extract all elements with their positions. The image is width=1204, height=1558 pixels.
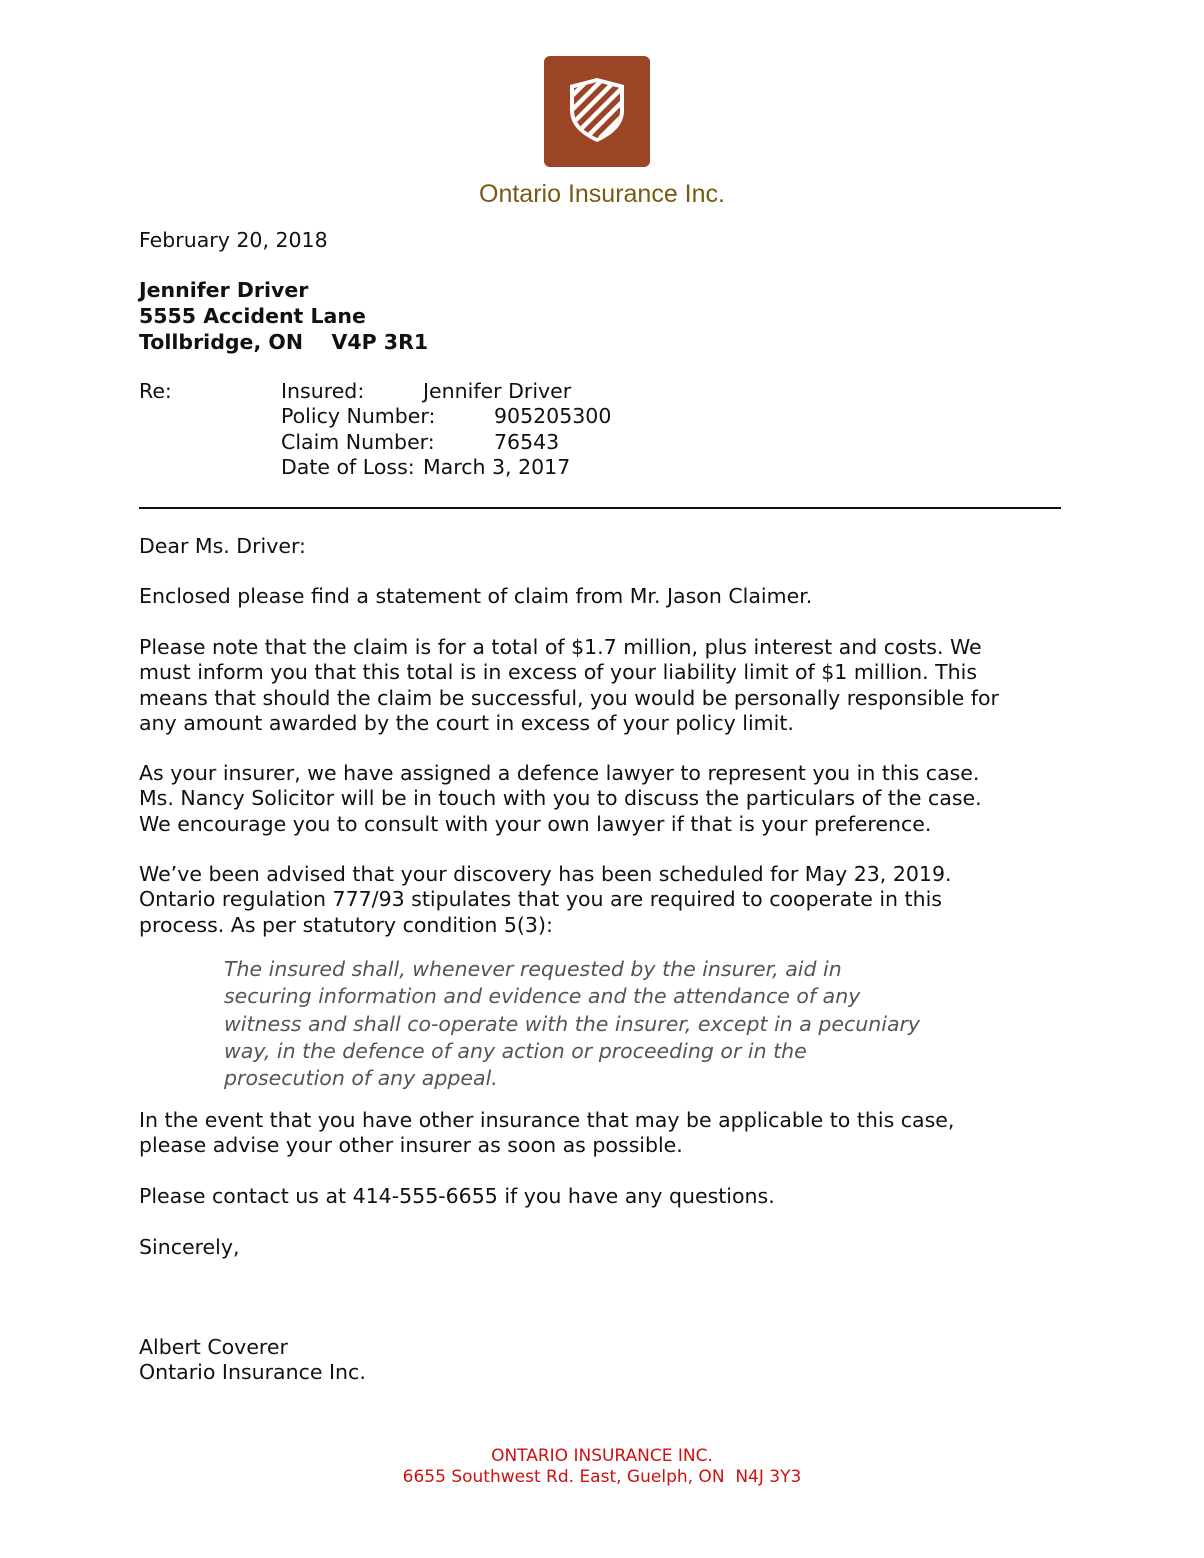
re-insured-value: Jennifer Driver bbox=[423, 379, 572, 403]
quote-line: The insured shall, whenever requested by the insurer, aid in bbox=[224, 957, 842, 981]
salutation: Dear Ms. Driver: bbox=[139, 534, 306, 558]
text-line: In the event that you have other insurance that may be applicable to this case, bbox=[139, 1108, 955, 1132]
paragraph-claim-total bbox=[139, 635, 1069, 736]
paragraph-discovery bbox=[139, 862, 1069, 938]
text-line: Ontario regulation 777/93 stipulates that you are required to cooperate in this bbox=[139, 887, 942, 912]
recipient-name: Jennifer Driver bbox=[139, 278, 309, 302]
quote-line: prosecution of any appeal. bbox=[224, 1066, 498, 1091]
footer-address bbox=[0, 1446, 1204, 1488]
company-logo bbox=[544, 56, 650, 167]
signature-block bbox=[139, 1335, 1069, 1386]
recipient-city: Tollbridge, ON V4P 3R1 bbox=[139, 330, 429, 354]
text-line: process. As per statutory condition 5(3): bbox=[139, 912, 553, 937]
footer-company: ONTARIO INSURANCE INC. bbox=[491, 1446, 713, 1466]
text-line: We encourage you to consult with your own lawyer if that is your preference. bbox=[139, 811, 932, 836]
re-policy-label: Policy Number: bbox=[281, 404, 436, 429]
recipient-address bbox=[139, 278, 428, 356]
text-line: please advise your other insurer as soon as possible. bbox=[139, 1133, 683, 1158]
text-line: As your insurer, we have assigned a defence lawyer to represent you in this case. bbox=[139, 761, 980, 785]
re-policy-value: 905205300 bbox=[494, 404, 612, 429]
quote-line: securing information and evidence and the attendance of any bbox=[224, 984, 861, 1009]
footer-street: 6655 Southwest Rd. East, Guelph, ON N4J 3Y3 bbox=[402, 1467, 802, 1487]
letterhead-company-name: Ontario Insurance Inc. bbox=[479, 180, 725, 208]
quote-line: way, in the defence of any action or proceeding or in the bbox=[224, 1038, 807, 1063]
re-insured-label: Insured: bbox=[281, 379, 365, 403]
paragraph-enclosed: Enclosed please find a statement of claim from Mr. Jason Claimer. bbox=[139, 584, 813, 608]
statutory-condition-quote bbox=[224, 956, 984, 1092]
paragraph-other-insurance bbox=[139, 1108, 1069, 1159]
re-loss-label: Date of Loss: bbox=[281, 454, 415, 479]
re-loss-value: March 3, 2017 bbox=[423, 454, 571, 479]
paragraph-contact: Please contact us at 414-555-6655 if you have any questions. bbox=[139, 1184, 775, 1208]
signature-company: Ontario Insurance Inc. bbox=[139, 1360, 366, 1385]
letter-date: February 20, 2018 bbox=[139, 228, 328, 252]
text-line: Please note that the claim is for a total of $1.7 million, plus interest and costs. We bbox=[139, 635, 982, 659]
shield-icon bbox=[566, 78, 628, 142]
text-line: We’ve been advised that your discovery has been scheduled for May 23, 2019. bbox=[139, 862, 952, 886]
closing: Sincerely, bbox=[139, 1235, 240, 1259]
text-line: must inform you that this total is in excess of your liability limit of $1 million. This bbox=[139, 660, 978, 685]
paragraph-defence-lawyer bbox=[139, 761, 1069, 837]
quote-line: witness and shall co-operate with the insurer, except in a pecuniary bbox=[224, 1011, 921, 1036]
re-claim-value: 76543 bbox=[494, 429, 560, 454]
text-line: any amount awarded by the court in excess of your policy limit. bbox=[139, 710, 794, 735]
re-label: Re: bbox=[139, 379, 172, 403]
divider-line bbox=[139, 507, 1061, 509]
text-line: Ms. Nancy Solicitor will be in touch with you to discuss the particulars of the case. bbox=[139, 786, 982, 811]
text-line: means that should the claim be successful, you would be personally responsible for bbox=[139, 685, 999, 710]
re-claim-label: Claim Number: bbox=[281, 429, 435, 454]
recipient-street: 5555 Accident Lane bbox=[139, 304, 366, 328]
signature-name: Albert Coverer bbox=[139, 1335, 288, 1359]
